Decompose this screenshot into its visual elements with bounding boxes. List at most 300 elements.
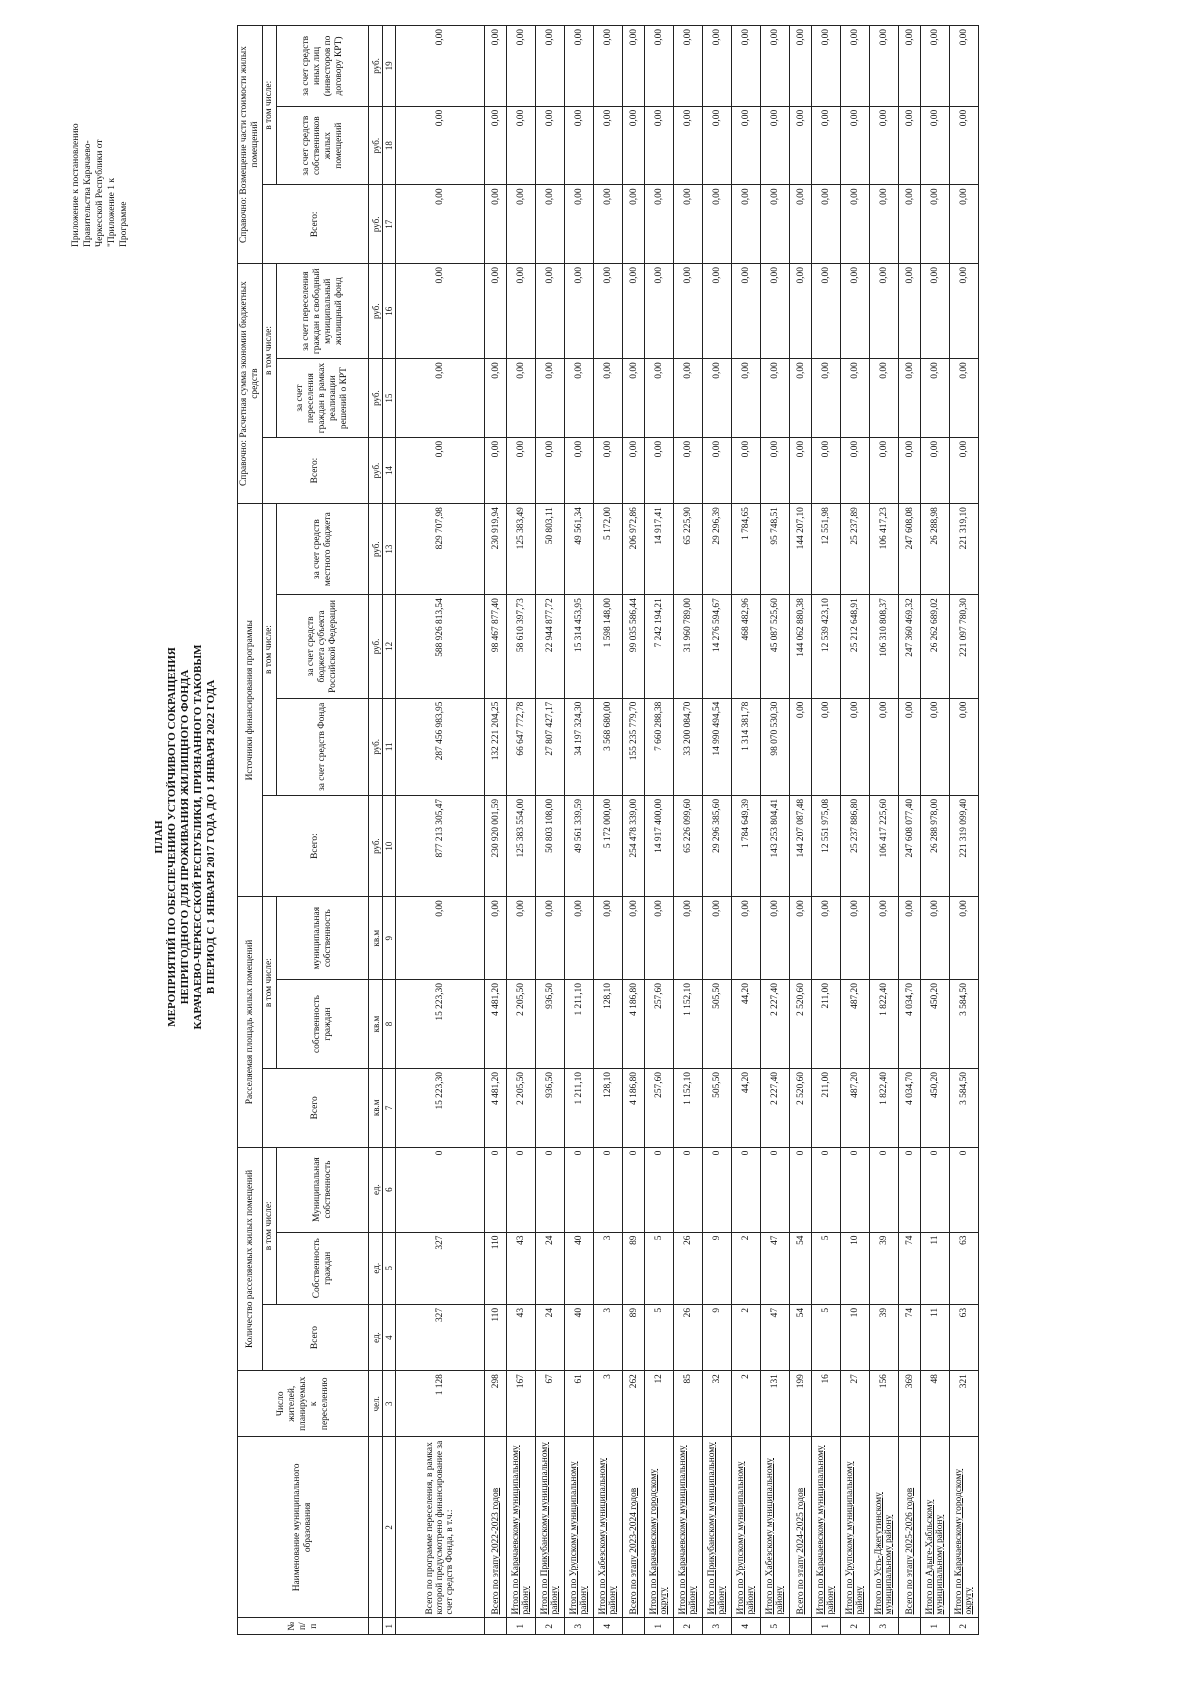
municipality-name: Итого по Урупскому муниципальному району bbox=[732, 1437, 761, 1618]
municipality-name: Всего по этапу 2024-2025 годов bbox=[790, 1437, 812, 1618]
column-numbers-row bbox=[383, 26, 396, 1635]
column-number-cell: 19 bbox=[383, 26, 396, 107]
header-name: Наименование муниципального образования bbox=[238, 1437, 369, 1618]
header-including: в том числе: bbox=[263, 26, 277, 185]
value-cell: 144 207,10 bbox=[790, 504, 812, 595]
header-including: в том числе: bbox=[263, 1147, 277, 1304]
value-cell: 0,00 bbox=[623, 264, 645, 359]
value-cell: 0 bbox=[396, 1147, 485, 1232]
row-number: 3 bbox=[870, 1618, 899, 1635]
value-cell: 0,00 bbox=[536, 185, 565, 264]
value-cell: 0,00 bbox=[623, 185, 645, 264]
value-cell: 221 319 099,40 bbox=[950, 795, 979, 896]
value-cell: 49 561 339,59 bbox=[565, 795, 594, 896]
unit-cell: ед. bbox=[369, 1147, 383, 1232]
value-cell: 12 551 975,08 bbox=[812, 795, 841, 896]
table-row bbox=[485, 26, 507, 1635]
value-cell: 0,00 bbox=[921, 359, 950, 438]
title-line: В ПЕРИОД С 1 ЯНВАРЯ 2017 ГОДА ДО 1 ЯНВАРЯ 2022 ГОДА bbox=[205, 679, 217, 995]
value-cell: 199 bbox=[790, 1371, 812, 1437]
value-cell: 0,00 bbox=[790, 897, 812, 980]
municipality-name: Всего по этапу 2022-2023 годов bbox=[485, 1437, 507, 1618]
value-cell: 0,00 bbox=[565, 106, 594, 185]
value-cell: 0,00 bbox=[950, 897, 979, 980]
value-cell: 221 097 780,30 bbox=[950, 595, 979, 698]
value-cell: 0,00 bbox=[899, 26, 921, 107]
value-cell: 128,10 bbox=[594, 1069, 623, 1148]
value-cell: 0,00 bbox=[645, 26, 674, 107]
value-cell: 0,00 bbox=[623, 106, 645, 185]
value-cell: 2 520,60 bbox=[790, 980, 812, 1069]
header-total: Всего: bbox=[263, 185, 369, 264]
value-cell: 29 296 385,60 bbox=[703, 795, 732, 896]
header-citizens-own: Собственность граждан bbox=[277, 1232, 369, 1304]
value-cell: 936,50 bbox=[536, 1069, 565, 1148]
value-cell: 0,00 bbox=[841, 698, 870, 795]
municipality-name: Итого по Карачаевскому муниципальному району bbox=[812, 1437, 841, 1618]
value-cell: 0,00 bbox=[485, 897, 507, 980]
value-cell: 0,00 bbox=[761, 897, 790, 980]
value-cell: 0,00 bbox=[870, 185, 899, 264]
table-body bbox=[369, 26, 979, 1635]
value-cell: 0,00 bbox=[565, 264, 594, 359]
value-cell: 74 bbox=[899, 1304, 921, 1370]
value-cell: 11 bbox=[921, 1232, 950, 1304]
value-cell: 0,00 bbox=[565, 185, 594, 264]
value-cell: 0 bbox=[703, 1147, 732, 1232]
value-cell: 156 bbox=[870, 1371, 899, 1437]
value-cell: 0,00 bbox=[761, 185, 790, 264]
value-cell: 0,00 bbox=[703, 437, 732, 503]
row-number: 3 bbox=[703, 1618, 732, 1635]
value-cell: 0,00 bbox=[507, 185, 536, 264]
municipality-name: Итого по Прикубанскому муниципальному району bbox=[536, 1437, 565, 1618]
value-cell: 262 bbox=[623, 1371, 645, 1437]
column-number-cell: 2 bbox=[383, 1437, 396, 1618]
municipality-name: Итого по Прикубанскому муниципальному району bbox=[703, 1437, 732, 1618]
title-line: МЕРОПРИЯТИЙ ПО ОБЕСПЕЧЕНИЮ УСТОЙЧИВОГО СОКРАЩЕНИЯ bbox=[166, 647, 178, 1027]
value-cell: 54 bbox=[790, 1232, 812, 1304]
value-cell: 58 610 397,73 bbox=[507, 595, 536, 698]
value-cell: 0,00 bbox=[921, 264, 950, 359]
row-number: 2 bbox=[674, 1618, 703, 1635]
value-cell: 257,60 bbox=[645, 980, 674, 1069]
value-cell: 1 211,10 bbox=[565, 980, 594, 1069]
value-cell: 0,00 bbox=[812, 359, 841, 438]
value-cell: 254 478 339,00 bbox=[623, 795, 645, 896]
unit-cell: руб. bbox=[369, 595, 383, 698]
table-row bbox=[899, 26, 921, 1635]
value-cell: 0,00 bbox=[899, 106, 921, 185]
value-cell: 0,00 bbox=[645, 185, 674, 264]
value-cell: 43 bbox=[507, 1304, 536, 1370]
value-cell: 0,00 bbox=[812, 897, 841, 980]
table-row bbox=[950, 26, 979, 1635]
value-cell: 0,00 bbox=[921, 106, 950, 185]
row-number: 3 bbox=[565, 1618, 594, 1635]
value-cell: 0,00 bbox=[790, 264, 812, 359]
value-cell: 85 bbox=[674, 1371, 703, 1437]
table-row bbox=[645, 26, 674, 1635]
row-number: 2 bbox=[841, 1618, 870, 1635]
table-row bbox=[536, 26, 565, 1635]
value-cell: 0,00 bbox=[703, 264, 732, 359]
value-cell: 2 205,50 bbox=[507, 1069, 536, 1148]
column-number-cell: 13 bbox=[383, 504, 396, 595]
value-cell: 40 bbox=[565, 1232, 594, 1304]
value-cell: 487,20 bbox=[841, 980, 870, 1069]
header-area-group: Расселяемая площадь жилых помещений bbox=[238, 897, 263, 1147]
value-cell: 0,00 bbox=[396, 106, 485, 185]
value-cell: 4 186,80 bbox=[623, 980, 645, 1069]
row-number: 1 bbox=[921, 1618, 950, 1635]
value-cell: 110 bbox=[485, 1232, 507, 1304]
unit-cell: руб. bbox=[369, 185, 383, 264]
value-cell: 0,00 bbox=[485, 106, 507, 185]
row-number bbox=[790, 1618, 812, 1635]
value-cell: 0,00 bbox=[732, 359, 761, 438]
value-cell: 5 bbox=[812, 1304, 841, 1370]
value-cell: 63 bbox=[950, 1304, 979, 1370]
value-cell: 29 296,39 bbox=[703, 504, 732, 595]
value-cell: 287 456 983,95 bbox=[396, 698, 485, 795]
header-local-budget: за счет средств местного бюджета bbox=[277, 504, 369, 595]
value-cell: 63 bbox=[950, 1232, 979, 1304]
value-cell: 95 748,51 bbox=[761, 504, 790, 595]
value-cell: 0,00 bbox=[870, 897, 899, 980]
value-cell: 14 276 594,67 bbox=[703, 595, 732, 698]
value-cell: 45 087 525,60 bbox=[761, 595, 790, 698]
value-cell: 0,00 bbox=[703, 359, 732, 438]
value-cell: 4 034,70 bbox=[899, 1069, 921, 1148]
value-cell: 4 186,80 bbox=[623, 1069, 645, 1148]
row-number: 1 bbox=[812, 1618, 841, 1635]
column-number-cell: 16 bbox=[383, 264, 396, 359]
header-municipal-own: муниципальная собственность bbox=[277, 897, 369, 980]
value-cell: 7 660 288,38 bbox=[645, 698, 674, 795]
value-cell: 0,00 bbox=[761, 359, 790, 438]
table-row bbox=[674, 26, 703, 1635]
value-cell: 39 bbox=[870, 1304, 899, 1370]
value-cell: 0,00 bbox=[396, 897, 485, 980]
value-cell: 0,00 bbox=[899, 359, 921, 438]
value-cell: 0,00 bbox=[812, 698, 841, 795]
municipality-name: Всего по программе переселения, в рамках которой предусмотрено финансирование за счет средств Фонда, в т.ч.: bbox=[396, 1437, 485, 1618]
value-cell: 0,00 bbox=[841, 897, 870, 980]
header-owners-money: за счет средств собственников жилых помещений bbox=[277, 106, 369, 185]
value-cell: 0,00 bbox=[674, 106, 703, 185]
value-cell: 12 539 423,10 bbox=[812, 595, 841, 698]
value-cell: 61 bbox=[565, 1371, 594, 1437]
municipality-name: Итого по Хабезскому муниципальному району bbox=[761, 1437, 790, 1618]
value-cell: 50 803,11 bbox=[536, 504, 565, 595]
column-number-cell: 1 bbox=[383, 1618, 396, 1635]
value-cell: 0,00 bbox=[674, 185, 703, 264]
value-cell: 131 bbox=[761, 1371, 790, 1437]
value-cell: 0 bbox=[485, 1147, 507, 1232]
header-resettle-krt: за счет переселения граждан в рамках реализации решений о КРТ bbox=[277, 359, 369, 438]
value-cell: 89 bbox=[623, 1304, 645, 1370]
value-cell: 450,20 bbox=[921, 980, 950, 1069]
value-cell: 230 920 001,59 bbox=[485, 795, 507, 896]
value-cell: 230 919,94 bbox=[485, 504, 507, 595]
value-cell: 74 bbox=[899, 1232, 921, 1304]
header-resettle-free: за счет переселения граждан в свободный муниципальный жилищный фонд bbox=[277, 264, 369, 359]
value-cell: 221 319,10 bbox=[950, 504, 979, 595]
unit-cell: руб. bbox=[369, 795, 383, 896]
value-cell: 1 784,65 bbox=[732, 504, 761, 595]
value-cell: 211,00 bbox=[812, 1069, 841, 1148]
value-cell: 0,00 bbox=[674, 359, 703, 438]
value-cell: 0,00 bbox=[623, 359, 645, 438]
value-cell: 31 960 789,00 bbox=[674, 595, 703, 698]
municipality-name: Всего по этапу 2023-2024 годов bbox=[623, 1437, 645, 1618]
row-number bbox=[396, 1618, 485, 1635]
value-cell: 125 383 554,00 bbox=[507, 795, 536, 896]
value-cell: 44,20 bbox=[732, 980, 761, 1069]
value-cell: 0,00 bbox=[396, 264, 485, 359]
value-cell: 43 bbox=[507, 1232, 536, 1304]
header-investors-money: за счет средств иных лиц (инвесторов по договору КРТ) bbox=[277, 26, 369, 107]
value-cell: 66 647 772,78 bbox=[507, 698, 536, 795]
value-cell: 327 bbox=[396, 1232, 485, 1304]
unit-cell: кв.м bbox=[369, 897, 383, 980]
unit-cell bbox=[369, 1437, 383, 1618]
value-cell: 0,00 bbox=[790, 437, 812, 503]
value-cell: 0,00 bbox=[536, 897, 565, 980]
value-cell: 2 bbox=[732, 1371, 761, 1437]
municipality-name: Итого по Хабезскому муниципальному району bbox=[594, 1437, 623, 1618]
value-cell: 257,60 bbox=[645, 1069, 674, 1148]
municipality-name: Итого по Урупскому муниципальному району bbox=[841, 1437, 870, 1618]
value-cell: 143 253 804,41 bbox=[761, 795, 790, 896]
table-row bbox=[623, 26, 645, 1635]
value-cell: 0,00 bbox=[674, 897, 703, 980]
value-cell: 15 314 453,95 bbox=[565, 595, 594, 698]
column-number-cell: 7 bbox=[383, 1069, 396, 1148]
approval-note-line: Программе bbox=[119, 201, 129, 247]
value-cell: 0,00 bbox=[594, 359, 623, 438]
value-cell: 167 bbox=[507, 1371, 536, 1437]
value-cell: 0,00 bbox=[732, 897, 761, 980]
value-cell: 0 bbox=[812, 1147, 841, 1232]
value-cell: 936,50 bbox=[536, 980, 565, 1069]
value-cell: 0,00 bbox=[921, 26, 950, 107]
value-cell: 0,00 bbox=[594, 897, 623, 980]
table-row bbox=[761, 26, 790, 1635]
value-cell: 1 152,10 bbox=[674, 1069, 703, 1148]
value-cell: 0,00 bbox=[507, 26, 536, 107]
approval-note-line: Приложение к постановлению bbox=[71, 123, 81, 247]
value-cell: 0,00 bbox=[485, 26, 507, 107]
value-cell: 10 bbox=[841, 1304, 870, 1370]
value-cell: 588 926 813,54 bbox=[396, 595, 485, 698]
value-cell: 0,00 bbox=[507, 359, 536, 438]
value-cell: 0 bbox=[594, 1147, 623, 1232]
value-cell: 0 bbox=[841, 1147, 870, 1232]
unit-cell bbox=[369, 1618, 383, 1635]
municipality-name: Итого по Урупскому муниципальному району bbox=[565, 1437, 594, 1618]
value-cell: 0,00 bbox=[536, 106, 565, 185]
column-number-cell: 9 bbox=[383, 897, 396, 980]
value-cell: 14 917 400,00 bbox=[645, 795, 674, 896]
value-cell: 67 bbox=[536, 1371, 565, 1437]
value-cell: 2 227,40 bbox=[761, 1069, 790, 1148]
value-cell: 0,00 bbox=[812, 437, 841, 503]
value-cell: 0,00 bbox=[790, 359, 812, 438]
value-cell: 32 bbox=[703, 1371, 732, 1437]
column-number-cell: 12 bbox=[383, 595, 396, 698]
value-cell: 0,00 bbox=[594, 264, 623, 359]
column-number-cell: 3 bbox=[383, 1371, 396, 1437]
value-cell: 3 bbox=[594, 1304, 623, 1370]
value-cell: 10 bbox=[841, 1232, 870, 1304]
table-row bbox=[396, 26, 485, 1635]
value-cell: 0,00 bbox=[870, 698, 899, 795]
approval-note-line: Черкесской Республики от bbox=[95, 139, 105, 247]
value-cell: 0,00 bbox=[921, 698, 950, 795]
value-cell: 39 bbox=[870, 1232, 899, 1304]
value-cell: 4 481,20 bbox=[485, 1069, 507, 1148]
value-cell: 1 784 649,39 bbox=[732, 795, 761, 896]
value-cell: 4 034,70 bbox=[899, 980, 921, 1069]
value-cell: 0,00 bbox=[623, 437, 645, 503]
value-cell: 125 383,49 bbox=[507, 504, 536, 595]
value-cell: 0 bbox=[761, 1147, 790, 1232]
value-cell: 98 467 877,40 bbox=[485, 595, 507, 698]
header-including: в том числе: bbox=[263, 264, 277, 438]
value-cell: 0,00 bbox=[536, 264, 565, 359]
value-cell: 0,00 bbox=[594, 26, 623, 107]
value-cell: 3 bbox=[594, 1232, 623, 1304]
row-number bbox=[485, 1618, 507, 1635]
value-cell: 0,00 bbox=[732, 185, 761, 264]
value-cell: 2 205,50 bbox=[507, 980, 536, 1069]
value-cell: 0,00 bbox=[396, 437, 485, 503]
value-cell: 47 bbox=[761, 1232, 790, 1304]
value-cell: 0 bbox=[565, 1147, 594, 1232]
value-cell: 2 520,60 bbox=[790, 1069, 812, 1148]
value-cell: 369 bbox=[899, 1371, 921, 1437]
value-cell: 0 bbox=[870, 1147, 899, 1232]
value-cell: 3 568 680,00 bbox=[594, 698, 623, 795]
column-number-cell: 18 bbox=[383, 106, 396, 185]
value-cell: 26 bbox=[674, 1232, 703, 1304]
value-cell: 0,00 bbox=[841, 359, 870, 438]
value-cell: 25 212 648,91 bbox=[841, 595, 870, 698]
table-row bbox=[594, 26, 623, 1635]
value-cell: 65 225,90 bbox=[674, 504, 703, 595]
value-cell: 877 213 305,47 bbox=[396, 795, 485, 896]
value-cell: 0,00 bbox=[703, 106, 732, 185]
column-number-cell: 10 bbox=[383, 795, 396, 896]
value-cell: 0,00 bbox=[536, 437, 565, 503]
column-number-cell: 17 bbox=[383, 185, 396, 264]
value-cell: 0,00 bbox=[899, 264, 921, 359]
value-cell: 48 bbox=[921, 1371, 950, 1437]
value-cell: 0,00 bbox=[870, 359, 899, 438]
value-cell: 247 608 077,40 bbox=[899, 795, 921, 896]
row-number: 2 bbox=[950, 1618, 979, 1635]
value-cell: 0,00 bbox=[790, 698, 812, 795]
value-cell: 1 598 148,00 bbox=[594, 595, 623, 698]
value-cell: 0,00 bbox=[950, 26, 979, 107]
value-cell: 106 310 808,37 bbox=[870, 595, 899, 698]
value-cell: 0,00 bbox=[594, 106, 623, 185]
value-cell: 0,00 bbox=[950, 185, 979, 264]
value-cell: 247 608,08 bbox=[899, 504, 921, 595]
value-cell: 0,00 bbox=[645, 897, 674, 980]
header-including: в том числе: bbox=[263, 504, 277, 796]
value-cell: 25 237 886,80 bbox=[841, 795, 870, 896]
value-cell: 505,50 bbox=[703, 980, 732, 1069]
header-refund-group: Справочно: Возмещение части стоимости жилых помещений bbox=[238, 26, 263, 264]
table-row bbox=[841, 26, 870, 1635]
value-cell: 144 207 087,48 bbox=[790, 795, 812, 896]
value-cell: 0,00 bbox=[732, 264, 761, 359]
unit-cell: кв.м bbox=[369, 980, 383, 1069]
value-cell: 487,20 bbox=[841, 1069, 870, 1148]
value-cell: 1 314 381,78 bbox=[732, 698, 761, 795]
value-cell: 12 551,98 bbox=[812, 504, 841, 595]
value-cell: 0,00 bbox=[921, 897, 950, 980]
value-cell: 3 584,50 bbox=[950, 1069, 979, 1148]
value-cell: 505,50 bbox=[703, 1069, 732, 1148]
value-cell: 0,00 bbox=[761, 106, 790, 185]
value-cell: 0,00 bbox=[761, 264, 790, 359]
value-cell: 27 807 427,17 bbox=[536, 698, 565, 795]
value-cell: 0,00 bbox=[645, 264, 674, 359]
column-number-cell: 11 bbox=[383, 698, 396, 795]
value-cell: 0 bbox=[732, 1147, 761, 1232]
value-cell: 0,00 bbox=[396, 359, 485, 438]
value-cell: 110 bbox=[485, 1304, 507, 1370]
value-cell: 50 803 108,00 bbox=[536, 795, 565, 896]
value-cell: 0,00 bbox=[703, 185, 732, 264]
value-cell: 0,00 bbox=[950, 264, 979, 359]
value-cell: 0,00 bbox=[645, 106, 674, 185]
value-cell: 0,00 bbox=[841, 26, 870, 107]
units-row bbox=[369, 26, 383, 1635]
value-cell: 5 bbox=[645, 1232, 674, 1304]
value-cell: 0,00 bbox=[485, 359, 507, 438]
value-cell: 0,00 bbox=[812, 185, 841, 264]
column-number-cell: 14 bbox=[383, 437, 396, 503]
value-cell: 1 128 bbox=[396, 1371, 485, 1437]
value-cell: 0,00 bbox=[899, 897, 921, 980]
row-number: 5 bbox=[761, 1618, 790, 1635]
value-cell: 0,00 bbox=[645, 359, 674, 438]
column-number-cell: 8 bbox=[383, 980, 396, 1069]
value-cell: 26 262 689,02 bbox=[921, 595, 950, 698]
value-cell: 0,00 bbox=[485, 185, 507, 264]
value-cell: 16 bbox=[812, 1371, 841, 1437]
municipality-name: Итого по Карачаевскому городскому округу bbox=[645, 1437, 674, 1618]
unit-cell: чел. bbox=[369, 1371, 383, 1437]
table-row bbox=[921, 26, 950, 1635]
value-cell: 0,00 bbox=[732, 106, 761, 185]
value-cell: 3 584,50 bbox=[950, 980, 979, 1069]
value-cell: 0 bbox=[899, 1147, 921, 1232]
table-row bbox=[507, 26, 536, 1635]
header-subject-budget: за счет средств бюджета субъекта Российской Федерации bbox=[277, 595, 369, 698]
value-cell: 0,00 bbox=[870, 437, 899, 503]
table-row bbox=[703, 26, 732, 1635]
row-number: 1 bbox=[507, 1618, 536, 1635]
approval-note-line: "Приложение 1 к bbox=[107, 178, 117, 247]
value-cell: 0,00 bbox=[812, 264, 841, 359]
value-cell: 298 bbox=[485, 1371, 507, 1437]
